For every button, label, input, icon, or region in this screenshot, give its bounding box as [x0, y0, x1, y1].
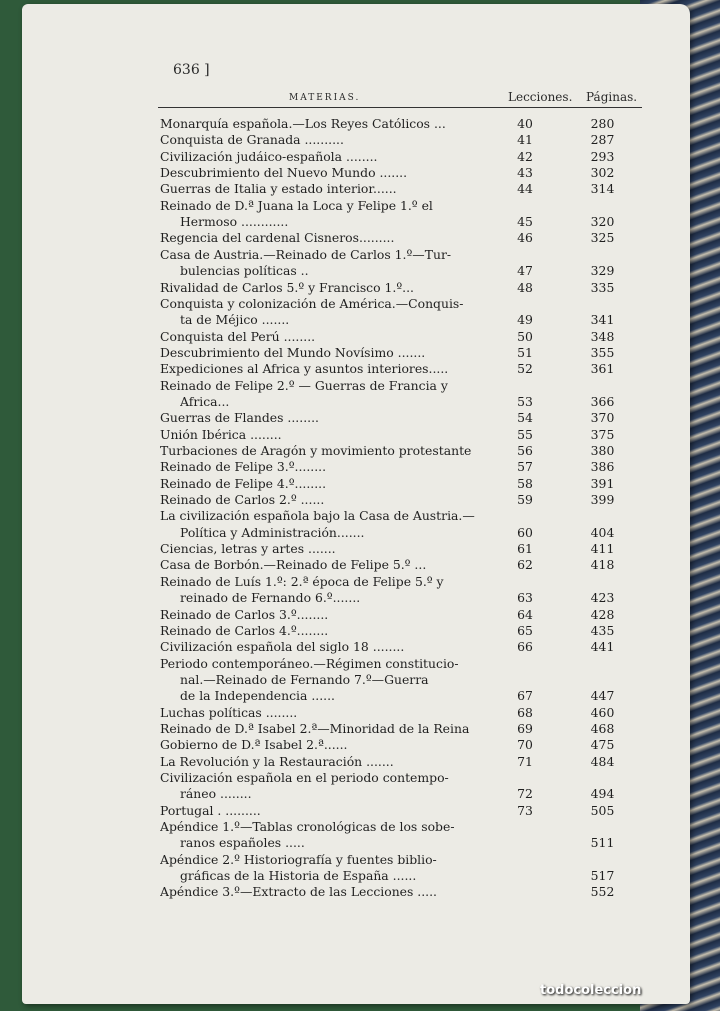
entry-title: La civilización española bajo la Casa de Austria.—: [160, 508, 475, 524]
entry-page-number: 484: [590, 753, 615, 769]
list-item: [0, 230, 720, 246]
list-item: [0, 852, 720, 868]
entry-lesson-number: 42: [517, 148, 533, 164]
list-item: [0, 459, 720, 475]
list-item: [0, 410, 720, 426]
entry-title: Conquista de Granada ..........: [160, 132, 344, 148]
list-item: [0, 721, 720, 737]
entry-page-number: 441: [590, 639, 615, 655]
list-item: [0, 672, 720, 688]
entry-page-number: 468: [590, 720, 615, 736]
list-item: [0, 247, 720, 263]
entry-lesson-number: 59: [517, 492, 533, 508]
entry-lesson-number: 44: [517, 181, 533, 197]
list-item: [0, 705, 720, 721]
entry-title: Periodo contemporáneo.—Régimen constitucio-: [160, 655, 459, 671]
entry-page-number: 320: [590, 214, 615, 230]
entry-title: Conquista y colonización de América.—Conquis-: [160, 295, 464, 311]
entry-lesson-number: 40: [517, 116, 533, 131]
entry-title: Expediciones al Africa y asuntos interiores.....: [160, 361, 449, 377]
entry-title: gráficas de la Historia de España ......: [180, 868, 417, 884]
entry-lesson-number: 46: [517, 230, 533, 246]
entry-lesson-number: 51: [517, 344, 533, 360]
entry-title: Regencia del cardenal Cisneros.........: [160, 230, 395, 246]
entry-lesson-number: 62: [517, 557, 533, 573]
entry-page-number: 293: [590, 148, 615, 164]
list-item: [0, 476, 720, 492]
entry-title: Reinado de D.ª Isabel 2.ª—Minoridad de la Reina: [160, 720, 470, 736]
entry-page-number: 399: [590, 492, 615, 508]
entry-page-number: 329: [590, 263, 615, 279]
entry-page-number: 460: [590, 704, 615, 720]
entry-title: Reinado de D.ª Juana la Loca y Felipe 1.º el: [160, 197, 433, 213]
entry-title: reinado de Fernando 6.º.......: [180, 590, 361, 606]
entry-page-number: 348: [590, 328, 615, 344]
list-item: [0, 656, 720, 672]
entry-lesson-number: 60: [517, 524, 533, 540]
entry-page-number: 361: [590, 361, 615, 377]
entry-title: ráneo ........: [180, 786, 252, 802]
list-item: [0, 541, 720, 557]
entry-title: Hermoso ............: [180, 214, 289, 230]
entry-title: ranos españoles .....: [180, 835, 305, 851]
entry-lesson-number: 71: [517, 753, 533, 769]
entry-title: Turbaciones de Aragón y movimiento protestante: [160, 443, 472, 458]
entry-lesson-number: 67: [517, 688, 533, 704]
header-lecciones: Lecciones.: [508, 90, 573, 104]
entry-title: Reinado de Felipe 2.º — Guerras de Francia y: [160, 377, 448, 393]
entry-title: Civilización española en el periodo contempo-: [160, 770, 449, 785]
list-item: [0, 312, 720, 328]
entry-page-number: 375: [590, 426, 615, 442]
list-item: [0, 492, 720, 508]
entry-page-number: 280: [590, 116, 615, 131]
entry-title: Reinado de Carlos 4.º........: [160, 622, 329, 638]
entry-lesson-number: 48: [517, 279, 533, 295]
entry-lesson-number: 58: [517, 475, 533, 491]
entry-page-number: 435: [590, 622, 615, 638]
entry-title: Unión Ibérica ........: [160, 426, 282, 442]
page-number: 636 ]: [173, 62, 210, 78]
entry-page-number: 386: [590, 459, 615, 475]
entry-title: Ciencias, letras y artes .......: [160, 541, 336, 557]
entry-page-number: 447: [590, 688, 615, 704]
entry-title: Civilización española del siglo 18 ........: [160, 639, 405, 655]
entry-lesson-number: 47: [517, 263, 533, 279]
entry-page-number: 370: [590, 410, 615, 426]
entry-title: Civilización judáico-española ........: [160, 148, 378, 164]
entry-page-number: 366: [590, 393, 615, 409]
list-item: [0, 427, 720, 443]
entry-title: Apéndice 2.º Historiografía y fuentes biblio-: [160, 851, 437, 867]
entry-title: bulencias políticas ..: [180, 263, 309, 279]
list-item: [0, 329, 720, 345]
entry-lesson-number: 68: [517, 704, 533, 720]
entry-title: Casa de Borbón.—Reinado de Felipe 5.º ...: [160, 557, 427, 573]
entry-lesson-number: 41: [517, 132, 533, 148]
list-item: [0, 263, 720, 279]
entry-lesson-number: 64: [517, 606, 533, 622]
list-item: [0, 770, 720, 786]
list-item: [0, 394, 720, 410]
entry-lesson-number: 70: [517, 737, 533, 753]
entry-title: de la Independencia ......: [180, 688, 335, 704]
list-item: [0, 786, 720, 802]
entry-title: Guerras de Italia y estado interior......: [160, 181, 397, 197]
list-item: [0, 607, 720, 623]
list-item: [0, 296, 720, 312]
list-item: [0, 803, 720, 819]
entry-page-number: 411: [590, 541, 615, 557]
entry-lesson-number: 55: [517, 426, 533, 442]
entry-title: Reinado de Felipe 3.º........: [160, 459, 327, 475]
entry-lesson-number: 69: [517, 720, 533, 736]
list-item: [0, 181, 720, 197]
entry-title: Reinado de Carlos 3.º........: [160, 606, 329, 622]
list-item: [0, 835, 720, 851]
entry-lesson-number: 50: [517, 328, 533, 344]
list-item: [0, 868, 720, 884]
entry-page-number: 423: [590, 590, 615, 606]
entry-title: Descubrimiento del Nuevo Mundo .......: [160, 165, 408, 181]
entry-page-number: 380: [590, 443, 615, 458]
entry-page-number: 341: [590, 312, 615, 328]
entry-title: La Revolución y la Restauración .......: [160, 753, 394, 769]
entry-title: Política y Administración.......: [180, 524, 365, 540]
list-item: [0, 116, 720, 132]
entry-title: Conquista del Perú ........: [160, 328, 316, 344]
entry-page-number: 428: [590, 606, 615, 622]
entry-lesson-number: 52: [517, 361, 533, 377]
entry-title: Africa...: [180, 393, 230, 409]
entry-lesson-number: 63: [517, 590, 533, 606]
list-item: [0, 737, 720, 753]
entry-page-number: 511: [590, 835, 615, 851]
entry-title: Apéndice 1.º—Tablas cronológicas de los sobe-: [160, 819, 455, 835]
entry-lesson-number: 73: [517, 802, 533, 818]
entry-page-number: 335: [590, 279, 615, 295]
entry-lesson-number: 45: [517, 214, 533, 230]
entry-lesson-number: 61: [517, 541, 533, 557]
entry-title: Guerras de Flandes ........: [160, 410, 319, 426]
list-item: [0, 688, 720, 704]
list-item: [0, 590, 720, 606]
list-item: [0, 378, 720, 394]
list-item: [0, 149, 720, 165]
entry-page-number: 517: [590, 868, 615, 884]
entry-lesson-number: 66: [517, 639, 533, 655]
entry-page-number: 391: [590, 475, 615, 491]
list-item: [0, 574, 720, 590]
entry-page-number: 418: [590, 557, 615, 573]
entry-title: Reinado de Carlos 2.º ......: [160, 492, 325, 508]
list-item: [0, 819, 720, 835]
entry-title: ta de Méjico .......: [180, 312, 290, 328]
entry-page-number: 355: [590, 344, 615, 360]
list-item: [0, 132, 720, 148]
entry-lesson-number: 72: [517, 786, 533, 802]
list-item: [0, 165, 720, 181]
entry-title: Apéndice 3.º—Extracto de las Lecciones .....: [160, 884, 437, 900]
entry-lesson-number: 57: [517, 459, 533, 475]
entry-page-number: 302: [590, 165, 615, 181]
entry-title: Luchas políticas ........: [160, 704, 298, 720]
list-item: [0, 443, 720, 459]
list-item: [0, 754, 720, 770]
entry-lesson-number: 43: [517, 165, 533, 181]
header-materias: MATERIAS.: [289, 93, 361, 103]
entry-lesson-number: 56: [517, 443, 533, 458]
entry-lesson-number: 53: [517, 393, 533, 409]
list-item: [0, 525, 720, 541]
entry-title: Portugal . .........: [160, 802, 261, 818]
entry-lesson-number: 65: [517, 622, 533, 638]
entry-title: Descubrimiento del Mundo Novísimo .......: [160, 344, 426, 360]
entry-title: Reinado de Luís 1.º: 2.ª época de Felipe 5.º y: [160, 573, 444, 589]
entry-page-number: 505: [590, 802, 615, 818]
list-item: [0, 623, 720, 639]
header-paginas: Páginas.: [586, 90, 638, 104]
entry-title: Rivalidad de Carlos 5.º y Francisco 1.º...: [160, 279, 414, 295]
list-item: [0, 214, 720, 230]
watermark-text: todocoleccion: [540, 983, 642, 998]
entry-title: Casa de Austria.—Reinado de Carlos 1.º—Tur-: [160, 246, 452, 262]
list-item: [0, 508, 720, 524]
entry-page-number: 475: [590, 737, 615, 753]
list-item: [0, 198, 720, 214]
entry-title: Gobierno de D.ª Isabel 2.ª......: [160, 737, 348, 753]
list-item: [0, 361, 720, 377]
header-rule: [158, 107, 642, 108]
entry-page-number: 404: [590, 524, 615, 540]
list-item: [0, 884, 720, 900]
entry-page-number: 494: [590, 786, 615, 802]
entry-title: Monarquía española.—Los Reyes Católicos ...: [160, 116, 446, 131]
list-item: [0, 345, 720, 361]
entry-lesson-number: 54: [517, 410, 533, 426]
entry-lesson-number: 49: [517, 312, 533, 328]
entry-page-number: 287: [590, 132, 615, 148]
entry-title: nal.—Reinado de Fernando 7.º—Guerra: [180, 671, 429, 687]
entry-page-number: 325: [590, 230, 615, 246]
entry-page-number: 314: [590, 181, 615, 197]
entry-title: Reinado de Felipe 4.º........: [160, 475, 327, 491]
entry-page-number: 552: [590, 884, 615, 900]
list-item: [0, 557, 720, 573]
list-item: [0, 639, 720, 655]
list-item: [0, 280, 720, 296]
